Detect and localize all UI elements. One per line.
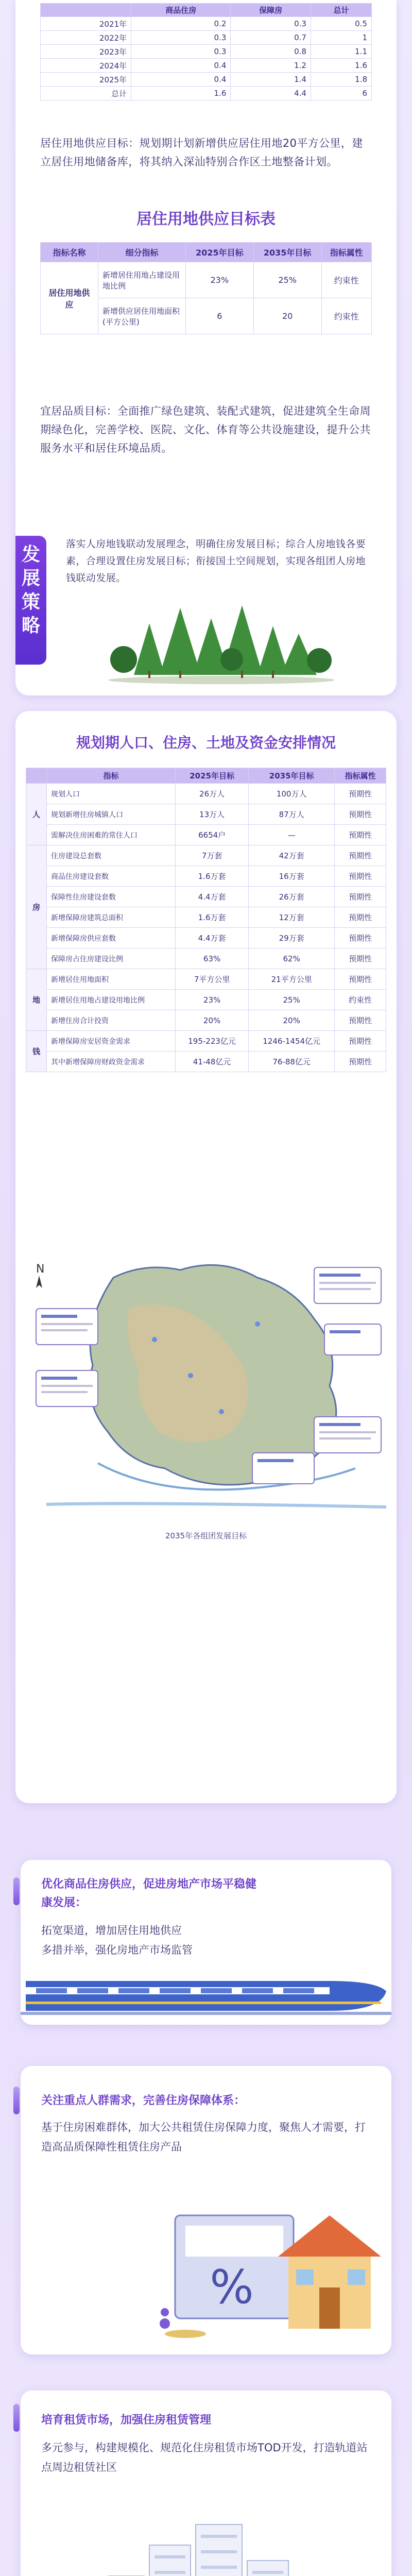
- strategy-card-line: 多元参与，构建规模化、规范化住房租赁市场TOD开发，打造轨道站点周边租赁社区: [41, 2442, 368, 2473]
- top-table-row: [41, 59, 372, 73]
- plan-table-cell: 约束性: [335, 990, 386, 1010]
- plan-header: 2025年目标: [176, 768, 249, 784]
- plan-header: [26, 768, 47, 784]
- plan-table-cell: 预期性: [335, 1010, 386, 1031]
- plan-table-cell: 新增居住用地面积: [47, 969, 176, 990]
- supply-cell: 约束性: [321, 262, 371, 298]
- plan-table-cell: 预期性: [335, 784, 386, 804]
- city-skyline-illustration: [46, 2514, 376, 2576]
- top-table-row: [41, 73, 372, 87]
- plan-table-cell: 7平方公里: [176, 969, 249, 990]
- supply-cell: 25%: [253, 262, 321, 298]
- supply-cell: 新增供应居住用地面积(平方公里): [98, 298, 186, 334]
- plan-table-row: [26, 825, 386, 845]
- plan-table-cell: 12万套: [249, 907, 335, 928]
- plan-table-row: [26, 928, 386, 948]
- plan-table-cell: 20%: [176, 1010, 249, 1031]
- card-accent: [13, 2087, 20, 2116]
- top-table-cell: 2025年: [41, 73, 131, 87]
- top-table-cell: 2022年: [41, 31, 131, 45]
- top-table-cell: 0.3: [231, 17, 311, 31]
- plan-table: [26, 768, 386, 1072]
- plan-table-cell: 4.4万套: [176, 928, 249, 948]
- top-table-cell: 1.4: [231, 73, 311, 87]
- supply-cell: 新增居住用地占建设用地比例: [98, 262, 186, 298]
- plan-table-cell: 预期性: [335, 825, 386, 845]
- summary-card: [15, 0, 397, 696]
- plan-table-cell: 预期性: [335, 1031, 386, 1052]
- plan-table-cell: 新增居住用地占建设用地比例: [47, 990, 176, 1010]
- district-map: [26, 1247, 386, 1515]
- plan-table-cell: 预期性: [335, 1052, 386, 1072]
- plan-table-row: [26, 948, 386, 969]
- plan-table-cell: 规划新增住房城镇人口: [47, 804, 176, 825]
- plan-table-cell: 保障房占住房建设比例: [47, 948, 176, 969]
- housing-finance-illustration: [154, 2184, 381, 2344]
- plan-header: 2035年目标: [249, 768, 335, 784]
- plan-table-cell: 预期性: [335, 907, 386, 928]
- supply-header: 细分指标: [98, 243, 186, 262]
- plan-table-cell: 21平方公里: [249, 969, 335, 990]
- strategy-card-title: 培育租赁市场，加强住房租赁管理: [41, 2414, 212, 2427]
- plan-table-cell: 63%: [176, 948, 249, 969]
- supply-header: 2025年目标: [186, 243, 254, 262]
- plan-table-cell: 16万套: [249, 866, 335, 887]
- svg-text:%: %: [210, 2260, 254, 2314]
- plan-table-row: [26, 1052, 386, 1072]
- supply-cell: 约束性: [321, 298, 371, 334]
- top-table-cell: 0.3: [131, 45, 231, 59]
- top-table-header: 保障房: [231, 4, 311, 17]
- top-table-cell: 1.1: [311, 45, 371, 59]
- supply-title: 居住用地供应目标表: [136, 210, 276, 228]
- plan-table-cell: 新增住房合计投资: [47, 1010, 176, 1031]
- top-table-cell: 0.4: [131, 73, 231, 87]
- plan-card: [15, 711, 397, 1803]
- supply-cell: 23%: [186, 262, 254, 298]
- plan-table-cell: 23%: [176, 990, 249, 1010]
- plan-table-cell: 29万套: [249, 928, 335, 948]
- plan-table-cell: 预期性: [335, 845, 386, 866]
- plan-table-cell: 1.6万套: [176, 866, 249, 887]
- plan-table-cell: 42万套: [249, 845, 335, 866]
- train-illustration: [21, 1971, 391, 2027]
- forest-illustration: [103, 603, 340, 685]
- top-table-header: 商品住房: [131, 4, 231, 17]
- plan-table-cell: 41-48亿元: [176, 1052, 249, 1072]
- plan-table-cell: 6654户: [176, 825, 249, 845]
- plan-table-row: [26, 907, 386, 928]
- strategy-card-line: 拓宽渠道，增加居住用地供应: [41, 1924, 182, 1937]
- plan-table-cell: 26万套: [249, 887, 335, 907]
- top-table-cell: 1.6: [131, 87, 231, 100]
- top-table: [40, 3, 372, 100]
- top-table-header: [41, 4, 131, 17]
- plan-table-row: [26, 1031, 386, 1052]
- supply-group: 居住用地供应: [41, 262, 98, 334]
- top-table-cell: 1: [311, 31, 371, 45]
- plan-table-cell: 新增保障房安居资金需求: [47, 1031, 176, 1052]
- plan-table-cell: 新增保障房供应套数: [47, 928, 176, 948]
- top-table-cell: 0.2: [131, 17, 231, 31]
- strategy-card-3: [21, 2391, 391, 2576]
- plan-title: 规划期人口、住房、土地及资金安排情况: [76, 734, 336, 751]
- top-table-row: [41, 31, 372, 45]
- strategy-card-1: [21, 1860, 391, 2025]
- plan-table-cell: 新增保障房建筑总面积: [47, 907, 176, 928]
- top-table-cell: 2024年: [41, 59, 131, 73]
- svg-text:N: N: [36, 1263, 45, 1276]
- top-table-cell: 1.8: [311, 73, 371, 87]
- strategy-tag-text: 发展策略: [21, 544, 40, 636]
- plan-table-cell: 预期性: [335, 804, 386, 825]
- quality-text: 宜居品质目标：全面推广绿色建筑、装配式建筑，促进建筑全生命周期绿色化，完善学校、医院、文化、体育等公共设施建设，提升公共服务水平和居住环境品质。: [40, 405, 371, 454]
- plan-table-cell: 1246-1454亿元: [249, 1031, 335, 1052]
- top-table-cell: 1.2: [231, 59, 311, 73]
- plan-table-cell: 预期性: [335, 948, 386, 969]
- supply-cell: 20: [253, 298, 321, 334]
- plan-table-cell: 预期性: [335, 928, 386, 948]
- supply-header: 2035年目标: [253, 243, 321, 262]
- plan-table-cell: 25%: [249, 990, 335, 1010]
- plan-section-label: 房: [26, 845, 47, 969]
- strategy-card-line: 基于住房困难群体，加大公共租赁住房保障力度，聚焦人才需要，打造高品质保障性租赁住房产品: [41, 2121, 366, 2153]
- plan-table-cell: 1.6万套: [176, 907, 249, 928]
- plan-table-cell: 需解决住房困难的常住人口: [47, 825, 176, 845]
- plan-section-label: 钱: [26, 1031, 47, 1072]
- top-table-cell: 2023年: [41, 45, 131, 59]
- top-table-cell: 2021年: [41, 17, 131, 31]
- plan-table-cell: 87万人: [249, 804, 335, 825]
- strategy-card-2: [21, 2066, 391, 2354]
- top-table-row: [41, 87, 372, 100]
- plan-table-cell: 13万人: [176, 804, 249, 825]
- plan-table-cell: 预期性: [335, 969, 386, 990]
- top-table-cell: 0.4: [131, 59, 231, 73]
- plan-table-cell: 预期性: [335, 866, 386, 887]
- top-table-header: 总计: [311, 4, 371, 17]
- plan-table-row: [26, 969, 386, 990]
- plan-table-cell: 商品住房建设套数: [47, 866, 176, 887]
- plan-table-cell: —: [249, 825, 335, 845]
- plan-table-row: [26, 866, 386, 887]
- plan-table-cell: 4.4万套: [176, 887, 249, 907]
- plan-table-cell: 7万套: [176, 845, 249, 866]
- plan-table-cell: 62%: [249, 948, 335, 969]
- top-table-cell: 0.7: [231, 31, 311, 45]
- top-table-cell: 0.3: [131, 31, 231, 45]
- intro-text: 居住用地供应目标：规划期计划新增供应居住用地20平方公里，建立居住用地储备库，将其纳入深汕特别合作区土地整备计划。: [40, 137, 363, 168]
- top-table-row: [41, 17, 372, 31]
- top-table-cell: 0.5: [311, 17, 371, 31]
- supply-header: 指标名称: [41, 243, 98, 262]
- plan-table-cell: 预期性: [335, 887, 386, 907]
- plan-table-row: [26, 845, 386, 866]
- top-table-row: [41, 45, 372, 59]
- top-table-cell: 0.8: [231, 45, 311, 59]
- top-table-cell: 1.6: [311, 59, 371, 73]
- plan-table-row: [26, 784, 386, 804]
- plan-section-label: 人: [26, 784, 47, 845]
- top-table-cell: 4.4: [231, 87, 311, 100]
- plan-table-cell: 26万人: [176, 784, 249, 804]
- strategy-card-line: 多措并举，强化房地产市场监管: [41, 1944, 193, 1956]
- strategy-text: 落实人房地钱联动发展理念，明确住房发展目标；综合人房地钱各要素，合理设置住房发展目标；衔接国土空间规划，实现各组团人房地钱联动发展。: [66, 538, 366, 584]
- plan-section-label: 地: [26, 969, 47, 1031]
- supply-cell: 6: [186, 298, 254, 334]
- strategy-card-title: 优化商品住房供应，促进房地产市场平稳健康发展：: [41, 1878, 257, 1909]
- map-caption: 2035年各组团发展目标: [165, 1531, 247, 1540]
- plan-table-cell: 其中新增保障房财政资金需求: [47, 1052, 176, 1072]
- top-table-cell: 总计: [41, 87, 131, 100]
- card-accent: [13, 2404, 20, 2434]
- plan-table-cell: 住房建设总套数: [47, 845, 176, 866]
- strategy-tag: [15, 536, 46, 665]
- strategy-card-title: 关注重点人群需求，完善住房保障体系：: [41, 2094, 246, 2107]
- plan-table-cell: 规划人口: [47, 784, 176, 804]
- supply-table: [40, 242, 372, 334]
- plan-header: 指标: [47, 768, 176, 784]
- plan-table-cell: 195-223亿元: [176, 1031, 249, 1052]
- plan-table-cell: 100万人: [249, 784, 335, 804]
- plan-table-cell: 76-88亿元: [249, 1052, 335, 1072]
- plan-table-cell: 保障性住房建设套数: [47, 887, 176, 907]
- supply-header: 指标属性: [321, 243, 371, 262]
- plan-table-cell: 20%: [249, 1010, 335, 1031]
- top-table-cell: 6: [311, 87, 371, 100]
- plan-table-row: [26, 1010, 386, 1031]
- plan-table-row: [26, 887, 386, 907]
- plan-table-row: [26, 990, 386, 1010]
- plan-header: 指标属性: [335, 768, 386, 784]
- plan-table-row: [26, 804, 386, 825]
- card-accent: [13, 1877, 20, 1907]
